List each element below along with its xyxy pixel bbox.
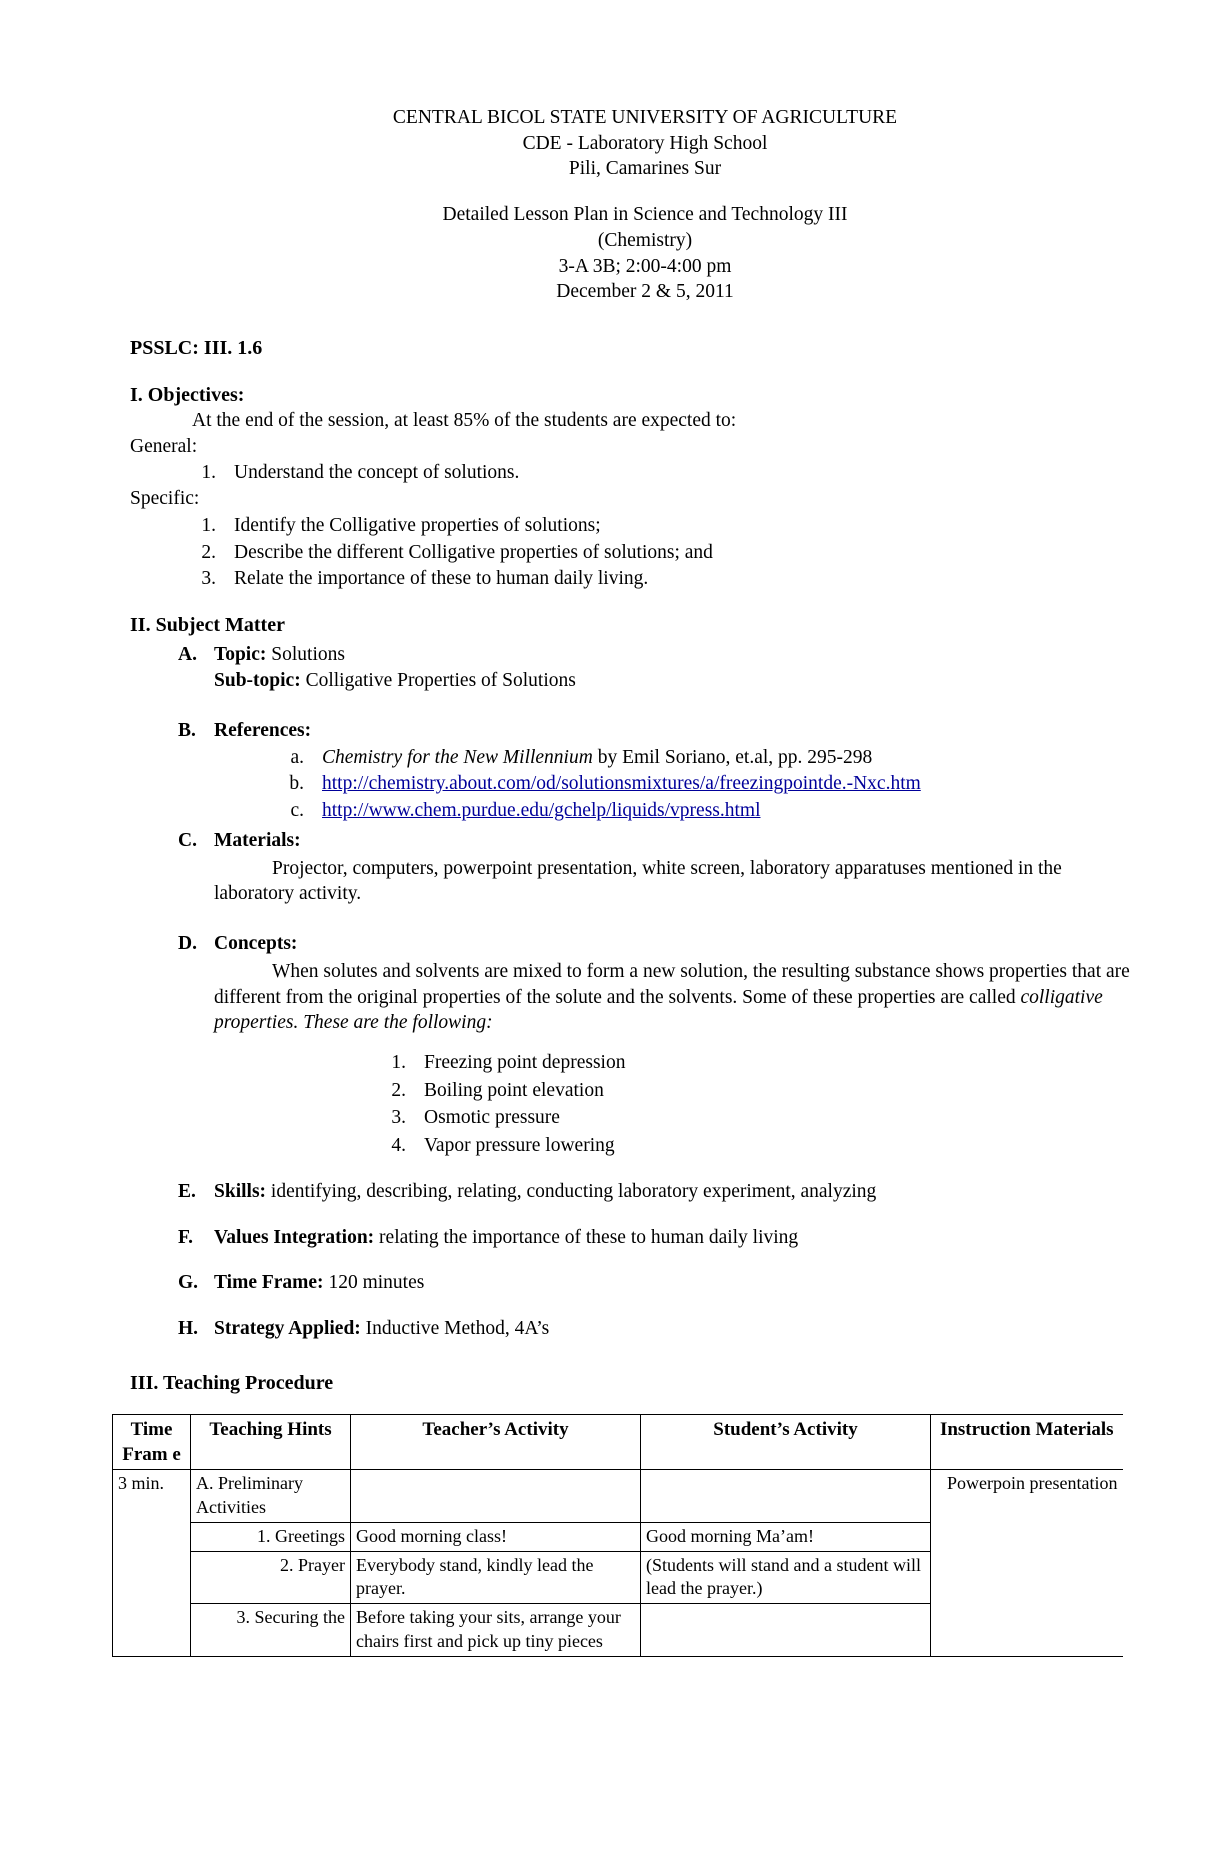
cell-student-activity: (Students will stand and a student will lead the prayer.) <box>641 1551 931 1604</box>
table-header-row <box>113 1415 1123 1470</box>
list-item <box>214 1078 1130 1104</box>
objectives-heading: I. Objectives: <box>130 383 245 406</box>
time-frame-row <box>178 1270 1130 1296</box>
cell-teaching-hint: 1. Greetings <box>191 1522 351 1551</box>
class-schedule: 3-A 3B; 2:00-4:00 pm <box>558 255 732 277</box>
objectives-intro: At the end of the session, at least 85% of the students are expected to: <box>192 409 737 431</box>
concepts-text: When solutes and solvents are mixed to form a new solution, the resulting substance shows properties that are different from the original properties of the solute and the solvents. Some of these properties are called <box>214 960 1130 1008</box>
list-text: Describe the different Colligative properties of solutions; and <box>234 541 713 563</box>
subject-matter-heading: II. Subject Matter <box>130 614 285 637</box>
school-name: CDE - Laboratory High School <box>522 132 768 154</box>
list-text: Relate the importance of these to human daily living. <box>234 568 649 590</box>
reference-title: Chemistry for the New Millennium <box>322 746 593 768</box>
values-value: relating the importance of these to human daily living <box>374 1226 799 1248</box>
concepts-label: Concepts: <box>214 933 298 955</box>
list-item <box>214 745 1130 771</box>
list-item <box>214 798 1130 824</box>
subject-matter-topic-row <box>178 642 1130 693</box>
column-header-time-frame: Time Fram e <box>113 1415 191 1470</box>
references-list <box>214 745 1130 824</box>
time-frame-label: Time Frame: <box>214 1272 324 1294</box>
reference-link[interactable]: http://chemistry.about.com/od/solutionsmixtures/a/freezingpointde.-Nxc.htm <box>322 773 921 795</box>
list-item <box>214 1050 1130 1076</box>
teaching-procedure-heading: III. Teaching Procedure <box>130 1371 334 1394</box>
list-item <box>130 540 1130 566</box>
item-letter: E. <box>178 1180 196 1202</box>
list-number: c. <box>290 800 304 822</box>
materials-row <box>178 828 1130 907</box>
list-item <box>130 566 1130 592</box>
list-text: Osmotic pressure <box>424 1107 560 1129</box>
column-header-instruction-materials: Instruction Materials <box>931 1415 1123 1470</box>
cell-student-activity <box>641 1604 931 1657</box>
reference-rest: by Emil Soriano, et.al, pp. 295-298 <box>592 746 873 768</box>
cell-teaching-hint: A. Preliminary Activities <box>191 1470 351 1523</box>
objectives-specific-list <box>130 513 1130 592</box>
references-row <box>178 718 1130 824</box>
cell-student-activity <box>641 1470 931 1523</box>
university-name: CENTRAL BICOL STATE UNIVERSITY OF AGRICULTURE <box>392 107 898 128</box>
cell-teacher-activity: Good morning class! <box>351 1522 641 1551</box>
item-letter: B. <box>178 719 196 741</box>
cell-student-activity: Good morning Ma’am! <box>641 1522 931 1551</box>
objectives-general-label: General: <box>130 435 198 457</box>
objectives-general-list <box>130 460 1130 486</box>
table-row <box>113 1470 1123 1523</box>
list-number: 1. <box>391 1052 406 1073</box>
column-header-student-activity: Student’s Activity <box>641 1415 931 1470</box>
item-letter: C. <box>178 829 197 851</box>
document-header <box>160 105 1130 305</box>
cell-teacher-activity <box>351 1470 641 1523</box>
item-letter: G. <box>178 1272 199 1294</box>
list-number: 4. <box>391 1135 406 1157</box>
document-body <box>118 105 1130 1657</box>
document-subtitle: (Chemistry) <box>597 229 693 251</box>
item-letter: D. <box>178 933 197 955</box>
concepts-text-italic: colligative properties. These are the following: <box>214 986 1103 1034</box>
list-number: 2. <box>391 1079 406 1101</box>
references-label: References: <box>214 719 312 741</box>
column-header-teaching-hints: Teaching Hints <box>191 1415 351 1470</box>
item-letter: H. <box>178 1318 199 1340</box>
list-text: Boiling point elevation <box>424 1079 604 1101</box>
time-frame-value: 120 minutes <box>323 1272 425 1294</box>
values-integration-row <box>178 1225 1130 1251</box>
materials-text: Projector, computers, powerpoint presentation, white screen, laboratory apparatuses mentioned in the laboratory activity. <box>214 857 1062 905</box>
list-number: a. <box>290 746 304 768</box>
item-letter: F. <box>178 1226 193 1248</box>
cell-teacher-activity: Everybody stand, kindly lead the prayer. <box>351 1551 641 1604</box>
topic-label: Topic: <box>214 644 267 666</box>
list-number: b. <box>289 773 304 795</box>
cell-teaching-hint: 3. Securing the <box>191 1604 351 1657</box>
list-number: 1. <box>201 514 216 536</box>
column-header-teacher-activity: Teacher’s Activity <box>351 1415 641 1470</box>
list-item <box>214 1133 1130 1159</box>
skills-label: Skills: <box>214 1180 267 1202</box>
list-number: 2. <box>201 541 216 563</box>
strategy-value: Inductive Method, 4A’s <box>360 1318 550 1340</box>
teaching-procedure-table <box>112 1414 1123 1656</box>
subtopic-label: Sub-topic: <box>214 670 301 692</box>
objectives-specific-label: Specific: <box>130 488 200 510</box>
list-text: Freezing point depression <box>424 1052 626 1073</box>
strategy-row <box>178 1316 1130 1342</box>
strategy-label: Strategy Applied: <box>214 1318 361 1340</box>
list-text: Understand the concept of solutions. <box>234 462 520 484</box>
skills-row <box>178 1179 1130 1205</box>
values-label: Values Integration: <box>214 1226 375 1248</box>
psslc-code: PSSLC: III. 1.6 <box>130 337 263 360</box>
list-number: 3. <box>201 568 216 590</box>
list-number: 1. <box>201 462 216 484</box>
reference-link[interactable]: http://www.chem.purdue.edu/gchelp/liquids/vpress.html <box>322 800 761 822</box>
list-item <box>130 460 1130 486</box>
document-title: Detailed Lesson Plan in Science and Technology III <box>442 204 848 226</box>
materials-label: Materials: <box>214 829 301 851</box>
list-text: Vapor pressure lowering <box>424 1135 615 1157</box>
cell-time-frame: 3 min. <box>113 1470 191 1656</box>
school-location: Pili, Camarines Sur <box>568 158 722 180</box>
list-item <box>214 1105 1130 1131</box>
list-item <box>130 513 1130 539</box>
skills-value: identifying, describing, relating, conducting laboratory experiment, analyzing <box>266 1180 877 1202</box>
concepts-list <box>214 1050 1130 1159</box>
item-letter: A. <box>178 644 197 666</box>
topic-value: Solutions <box>271 644 345 666</box>
cell-teacher-activity: Before taking your sits, arrange your chairs first and pick up tiny pieces <box>351 1604 641 1657</box>
cell-instruction-materials: Powerpoin presentation <box>931 1470 1123 1656</box>
concepts-row <box>178 931 1130 1159</box>
list-item <box>214 771 1130 797</box>
document-date: December 2 & 5, 2011 <box>556 281 734 303</box>
list-text: Identify the Colligative properties of solutions; <box>234 514 601 536</box>
cell-teaching-hint: 2. Prayer <box>191 1551 351 1604</box>
list-number: 3. <box>391 1107 406 1129</box>
subtopic-value: Colligative Properties of Solutions <box>305 670 576 692</box>
